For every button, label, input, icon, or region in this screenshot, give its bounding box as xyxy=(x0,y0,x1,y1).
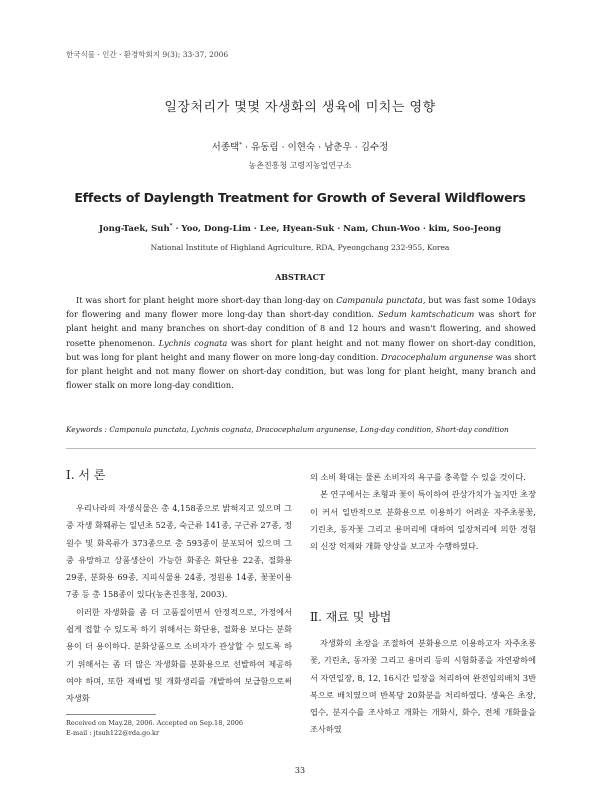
page-number: 33 xyxy=(294,766,306,775)
abstract-heading: ABSTRACT xyxy=(275,272,325,282)
journal-header: 한국식물 · 인간 · 환경학회지 9(3); 33-37, 2006 xyxy=(66,50,229,59)
abstract-text: was short for plant height and many branches on short-day condition of 8 and 12 hours and wasn't flowering, and showed rosette phenomenon. xyxy=(66,309,536,348)
email: E-mail : jtsuh122@rda.go.kr xyxy=(66,729,160,737)
species-name: Dracocephalum argunense xyxy=(381,351,493,362)
title-english: Effects of Daylength Treatment for Growth of Several Wildflowers xyxy=(74,190,526,205)
body-paragraph: 본 연구에서는 초형과 꽃이 특이하여 관상가치가 높지만 초장이 커서 일반적으로 분화용으로 이용하기 어려운 자주초롱꽃, 기린초, 동자꽃 그리고 용머리에 대하여 일장처리에 의한 경험의 신장 억제와 개화 양상을 보고자 수행하였다. xyxy=(310,489,536,552)
affiliation-korean: 농촌진흥청 고령지농업연구소 xyxy=(248,161,352,170)
body-paragraph: 우리나라의 자생식물은 총 4,158종으로 밝혀지고 있으며 그중 자생 화훼류는 일년초 52종, 숙근류 141종, 구근류 27종, 정원수 및 화목류가 373종으로 총 593종이 분포되어 있으며 그중 유망하고 상품생산이 가능한 화종은 화단용 22종, 절화용 29종, 분화용 69종, 지피식물용 24종, 정원용 14종, 꽃꽃이용 7종 등 총 158종이 있다(농촌진흥청, 2003). xyxy=(66,503,292,600)
body-paragraph: 의 소비 확대는 물론 소비자의 욕구를 충족할 수 있을 것이다. xyxy=(310,472,526,482)
author-first-ko: 서종택 xyxy=(211,142,240,153)
abstract-body xyxy=(66,293,536,392)
section-heading-introduction: Ⅰ. 서 론 xyxy=(66,468,106,482)
abstract-text: was short for plant height and not many flower on short-day condition, but was long for plant height and many flower on more long-day condition. xyxy=(66,337,536,362)
section-heading-methods: Ⅱ. 재료 및 방법 xyxy=(310,610,392,624)
authors-rest-ko: · 유동림 · 이현숙 · 남춘우 · 김수정 xyxy=(241,142,389,153)
authors-english xyxy=(0,223,600,234)
author-first-en: Jong-Taek, Suh xyxy=(98,223,170,234)
abstract-paragraph xyxy=(66,293,536,392)
species-name: Sedum kamtschaticum xyxy=(378,309,475,320)
abstract-text: but was fast some 10days for flowering and many flower more long-day than short-day condition. xyxy=(66,295,536,320)
footnote-divider xyxy=(66,714,156,715)
corresponding-mark-ko: * xyxy=(239,141,242,148)
divider xyxy=(66,448,536,449)
right-column-top xyxy=(310,469,536,555)
right-column-bottom xyxy=(310,635,536,739)
species-name: Campanula punctata, xyxy=(336,295,426,305)
left-column xyxy=(66,500,292,708)
species-name: Lychnis cognata xyxy=(158,337,228,348)
authors-korean xyxy=(0,139,600,153)
keywords: Keywords : Campanula punctata, Lychnis cognata, Dracocephalum argunense, Long-day condition, Short-day condition xyxy=(66,425,509,434)
body-paragraph: 자생화의 초장을 조절하여 분화용으로 이용하고자 자주초롱꽃, 기린초, 동자꽃 그리고 용머리 등의 시험화종을 자연광하에서 자연일장, 8, 12, 16시간 일장을 처리하여 완전임의배치 3반복으로 배치였으며 반복당 20화분을 처리하였다. 생육은 초장, 엽수, 분지수를 조사하고 개화는 개화시, 화수, 전체 개화율을 조사하였 xyxy=(310,638,536,735)
body-paragraph: 이러한 자생화를 좀 더 고품질이면서 안정적으로, 가정에서 쉽게 접할 수 있도록 하기 위해서는 화단용, 절화용 보다는 분화용이 더 용이하다. 분화상품으로 소비자가 관상할 수 있도록 하기 위해서는 좀 더 많은 자생화를 분화용으로 선발하여 제공하여야 하며, 또한 재배법 및 개화생리를 개발하여 보급함으로써 자생화 xyxy=(66,606,292,704)
abstract-text: It was short for plant height more short-day than long-day on xyxy=(76,295,337,305)
received-date: Received on May.28, 2006. Accepted on Sep.18, 2006 xyxy=(66,719,244,727)
corresponding-mark-en: * xyxy=(169,223,173,229)
abstract-text: was short for plant height and not many flower on short-day condition, but was long for plant height, many branch and flower stalk on more long-day condition. xyxy=(66,351,536,391)
authors-rest-en: · Yoo, Dong-Lim · Lee, Hyean-Suk · Nam, Chun-Woo · kim, Soo-Jeong xyxy=(172,223,502,234)
footnote xyxy=(66,718,243,738)
title-korean: 일장처리가 몇몇 자생화의 생육에 미치는 영향 xyxy=(164,100,436,115)
affiliation-english: National Institute of Highland Agriculture, RDA, Pyeongchang 232-955, Korea xyxy=(150,243,450,252)
